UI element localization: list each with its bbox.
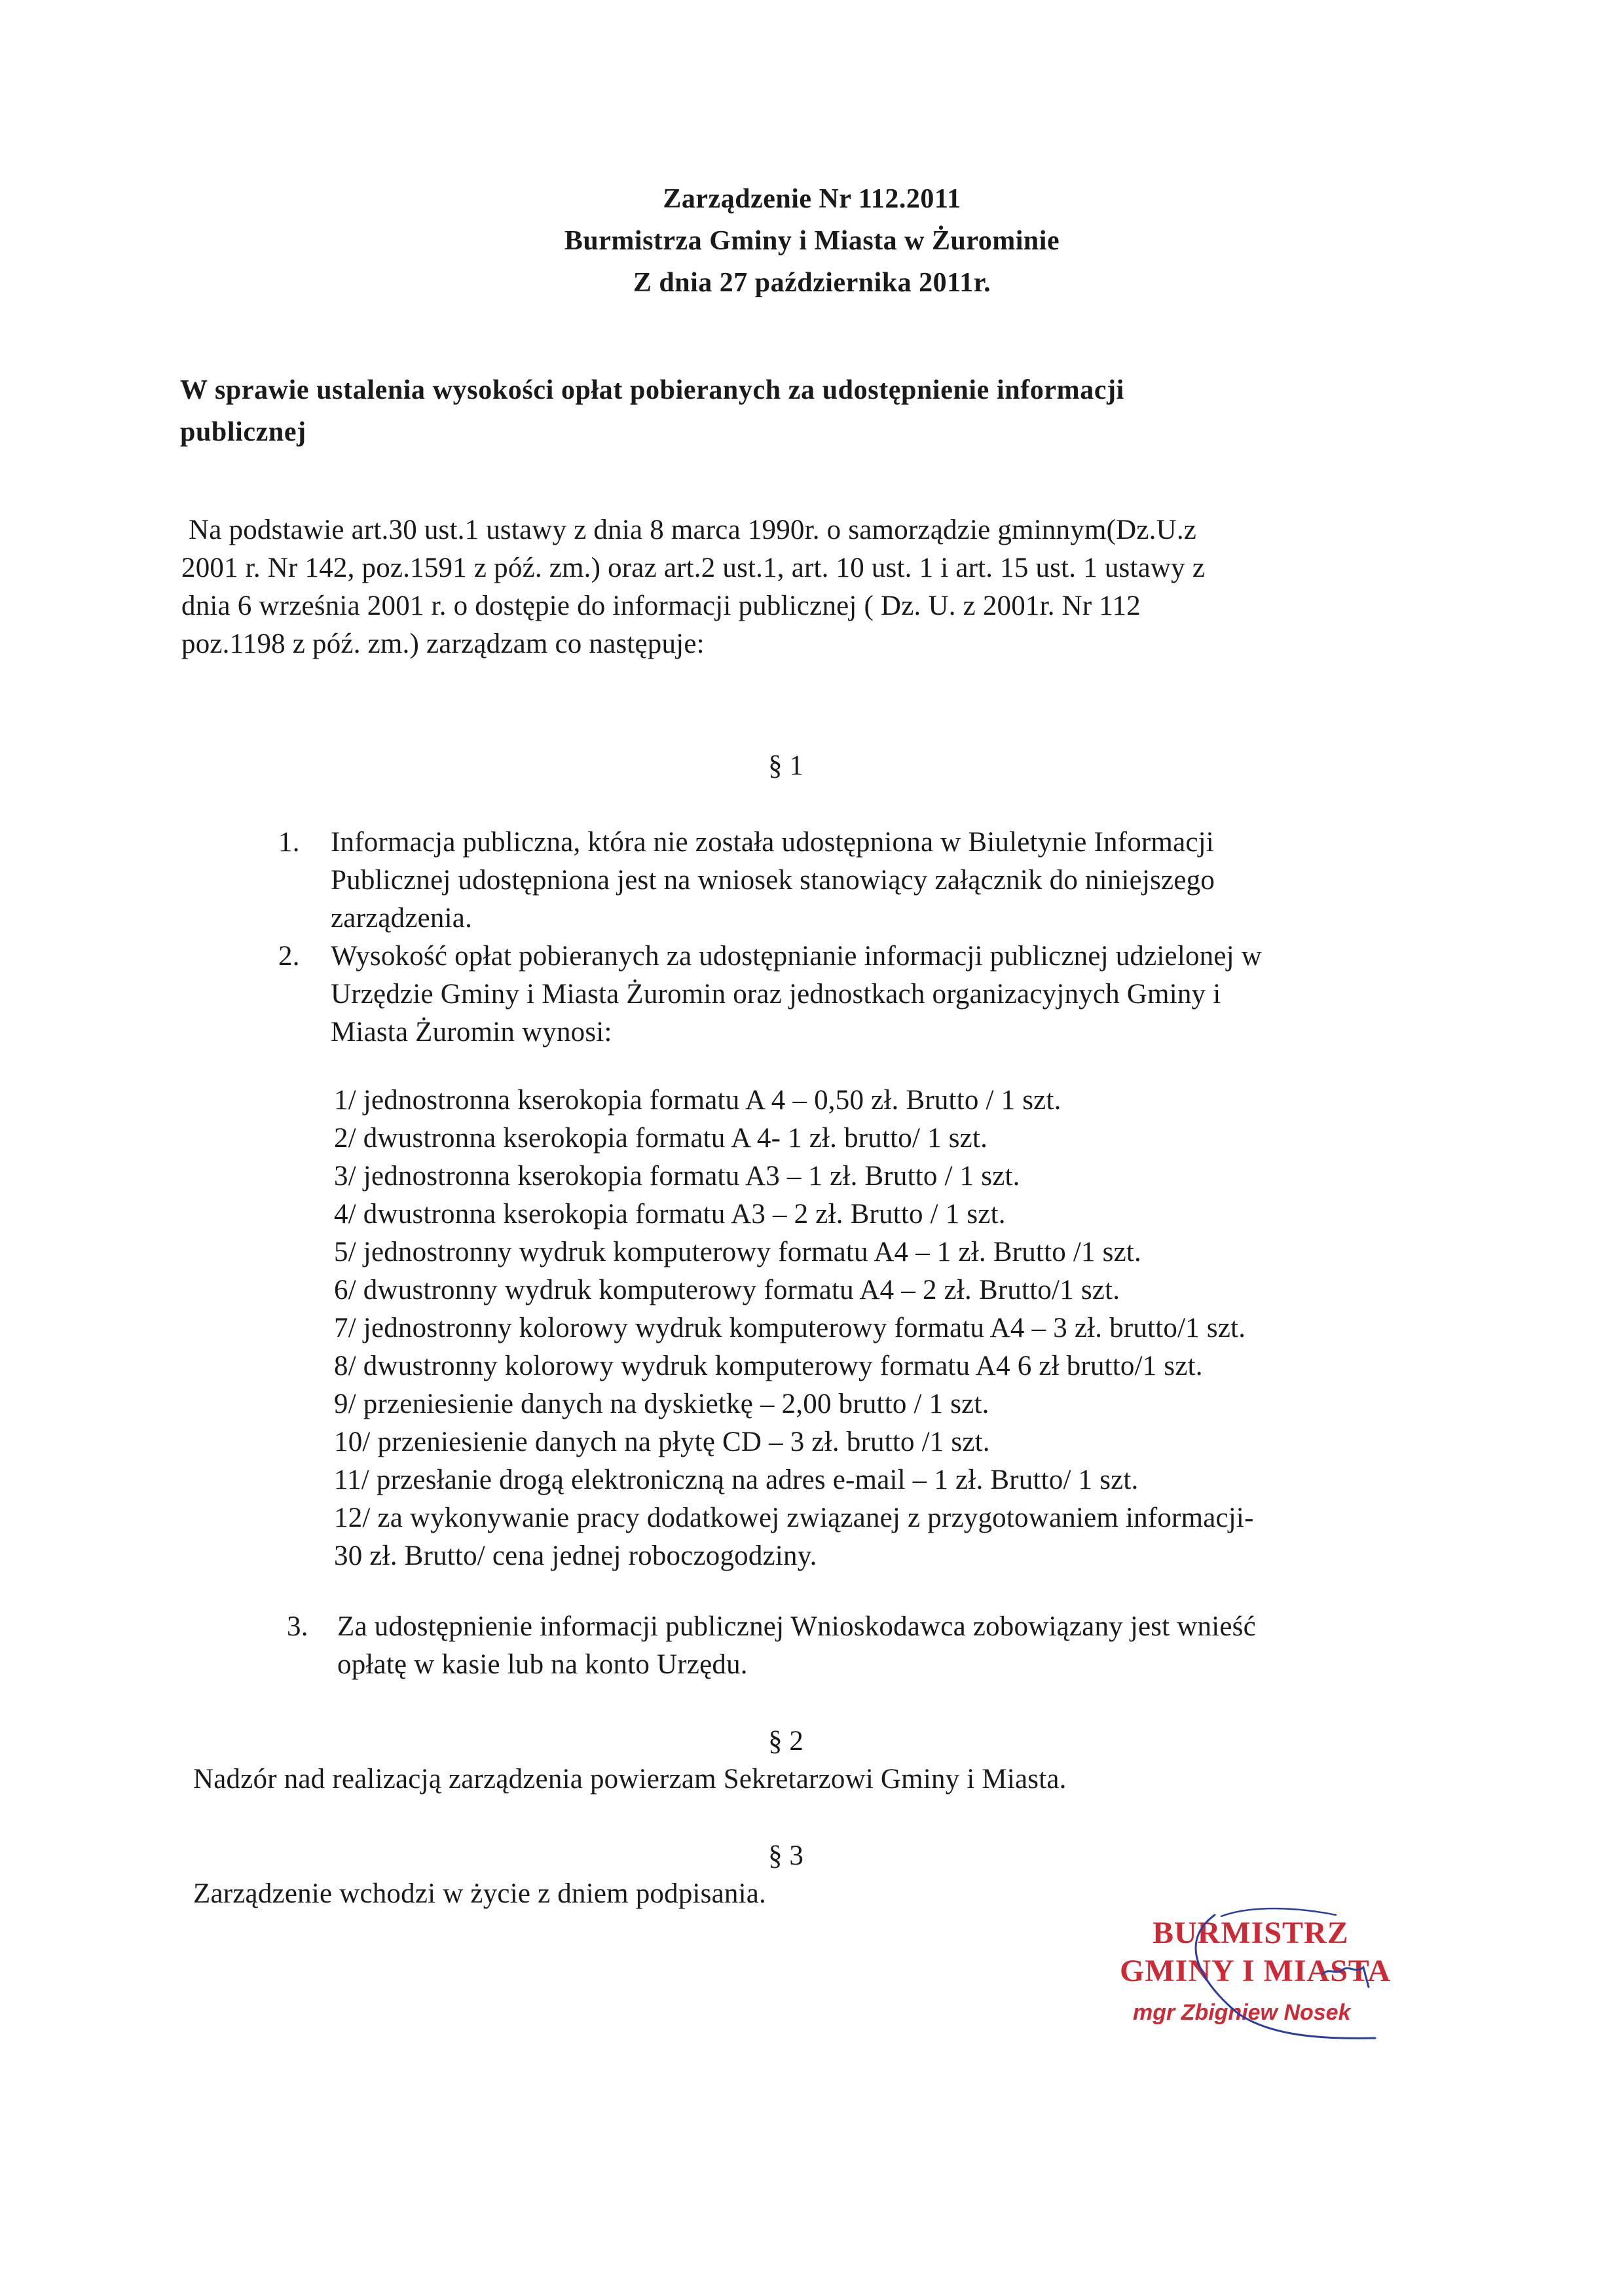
item-1-line-2: Publicznej udostępniona jest na wniosek stanowiący załącznik do niniejszego (331, 865, 1215, 896)
item-3-line-1: Za udostępnienie informacji publicznej Wnioskodawca zobowiązany jest wnieść (337, 1611, 1256, 1642)
stamp-subtitle: GMINY I MIASTA (1120, 1954, 1392, 1988)
fee-item: 8/ dwustronny kolorowy wydruk komputerowy formatu A4 6 zł brutto/1 szt. (334, 1351, 1203, 1381)
fee-item: 1/ jednostronna kserokopia formatu A 4 – 0,50 zł. Brutto / 1 szt. (334, 1085, 1061, 1116)
subject-line-1: W sprawie ustalenia wysokości opłat pobieranych za udostępnienie informacji (180, 375, 1124, 405)
intro-line-3: dnia 6 września 2001 r. o dostępie do informacji publicznej ( Dz. U. z 2001r. Nr 112 (181, 591, 1141, 621)
document-title: Zarządzenie Nr 112.2011 (663, 184, 961, 214)
item-2-line-2: Urzędzie Gminy i Miasta Żuromin oraz jednostkach organizacyjnych Gminy i (331, 979, 1221, 1010)
item-2-line-3: Miasta Żuromin wynosi: (331, 1017, 612, 1048)
fee-item: 10/ przeniesienie danych na płytę CD – 3 zł. brutto /1 szt. (334, 1427, 990, 1457)
subject-line-2: publicznej (180, 417, 306, 447)
fee-item: 30 zł. Brutto/ cena jednej roboczogodziny. (334, 1540, 817, 1571)
handwritten-signature (1100, 1902, 1428, 2059)
item-2-line-1: Wysokość opłat pobieranych za udostępnianie informacji publicznej udzielonej w (331, 941, 1263, 972)
section-3-heading: § 3 (768, 1840, 803, 1871)
document-date: Z dnia 27 października 2011r. (633, 268, 991, 298)
fee-item: 7/ jednostronny kolorowy wydruk komputerowy formatu A4 – 3 zł. brutto/1 szt. (334, 1313, 1246, 1343)
item-1-number: 1. (278, 827, 300, 858)
official-stamp (1100, 1902, 1428, 2059)
item-1-line-3: zarządzenia. (331, 903, 473, 934)
document-issuer: Burmistrza Gminy i Miasta w Żurominie (564, 226, 1060, 256)
fee-item: 2/ dwustronna kserokopia formatu A 4- 1 zł. brutto/ 1 szt. (334, 1123, 988, 1154)
fee-item: 4/ dwustronna kserokopia formatu A3 – 2 zł. Brutto / 1 szt. (334, 1199, 1006, 1230)
fee-item: 12/ za wykonywanie pracy dodatkowej związanej z przygotowaniem informacji- (334, 1503, 1254, 1533)
item-1-line-1: Informacja publiczna, która nie została udostępniona w Biuletynie Informacji (331, 827, 1214, 858)
stamp-title: BURMISTRZ (1153, 1916, 1349, 1950)
intro-line-4: poz.1198 z póź. zm.) zarządzam co następuje: (181, 629, 705, 659)
fee-item: 6/ dwustronny wydruk komputerowy formatu A4 – 2 zł. Brutto/1 szt. (334, 1275, 1120, 1305)
section-1-heading: § 1 (768, 750, 803, 781)
intro-line-1: Na podstawie art.30 ust.1 ustawy z dnia 8 marca 1990r. o samorządzie gminnym(Dz.U.z (189, 515, 1197, 545)
item-3-line-2: opłatę w kasie lub na konto Urzędu. (337, 1649, 748, 1680)
stamp-signer: mgr Zbigniew Nosek (1133, 2000, 1351, 2025)
fee-item: 5/ jednostronny wydruk komputerowy formatu A4 – 1 zł. Brutto /1 szt. (334, 1237, 1141, 1267)
section-2-heading: § 2 (768, 1726, 803, 1757)
section-2-text: Nadzór nad realizacją zarządzenia powierzam Sekretarzowi Gminy i Miasta. (193, 1764, 1067, 1795)
fee-item: 3/ jednostronna kserokopia formatu A3 – 1 zł. Brutto / 1 szt. (334, 1161, 1020, 1192)
item-2-number: 2. (278, 941, 300, 972)
section-3-text: Zarządzenie wchodzi w życie z dniem podpisania. (193, 1878, 766, 1909)
fee-item: 11/ przesłanie drogą elektroniczną na adres e-mail – 1 zł. Brutto/ 1 szt. (334, 1465, 1139, 1495)
item-3-number: 3. (287, 1611, 308, 1642)
fee-item: 9/ przeniesienie danych na dyskietkę – 2,00 brutto / 1 szt. (334, 1389, 989, 1419)
intro-line-2: 2001 r. Nr 142, poz.1591 z póź. zm.) oraz art.2 ust.1, art. 10 ust. 1 i art. 15 ust. 1 ustawy z (181, 553, 1206, 583)
